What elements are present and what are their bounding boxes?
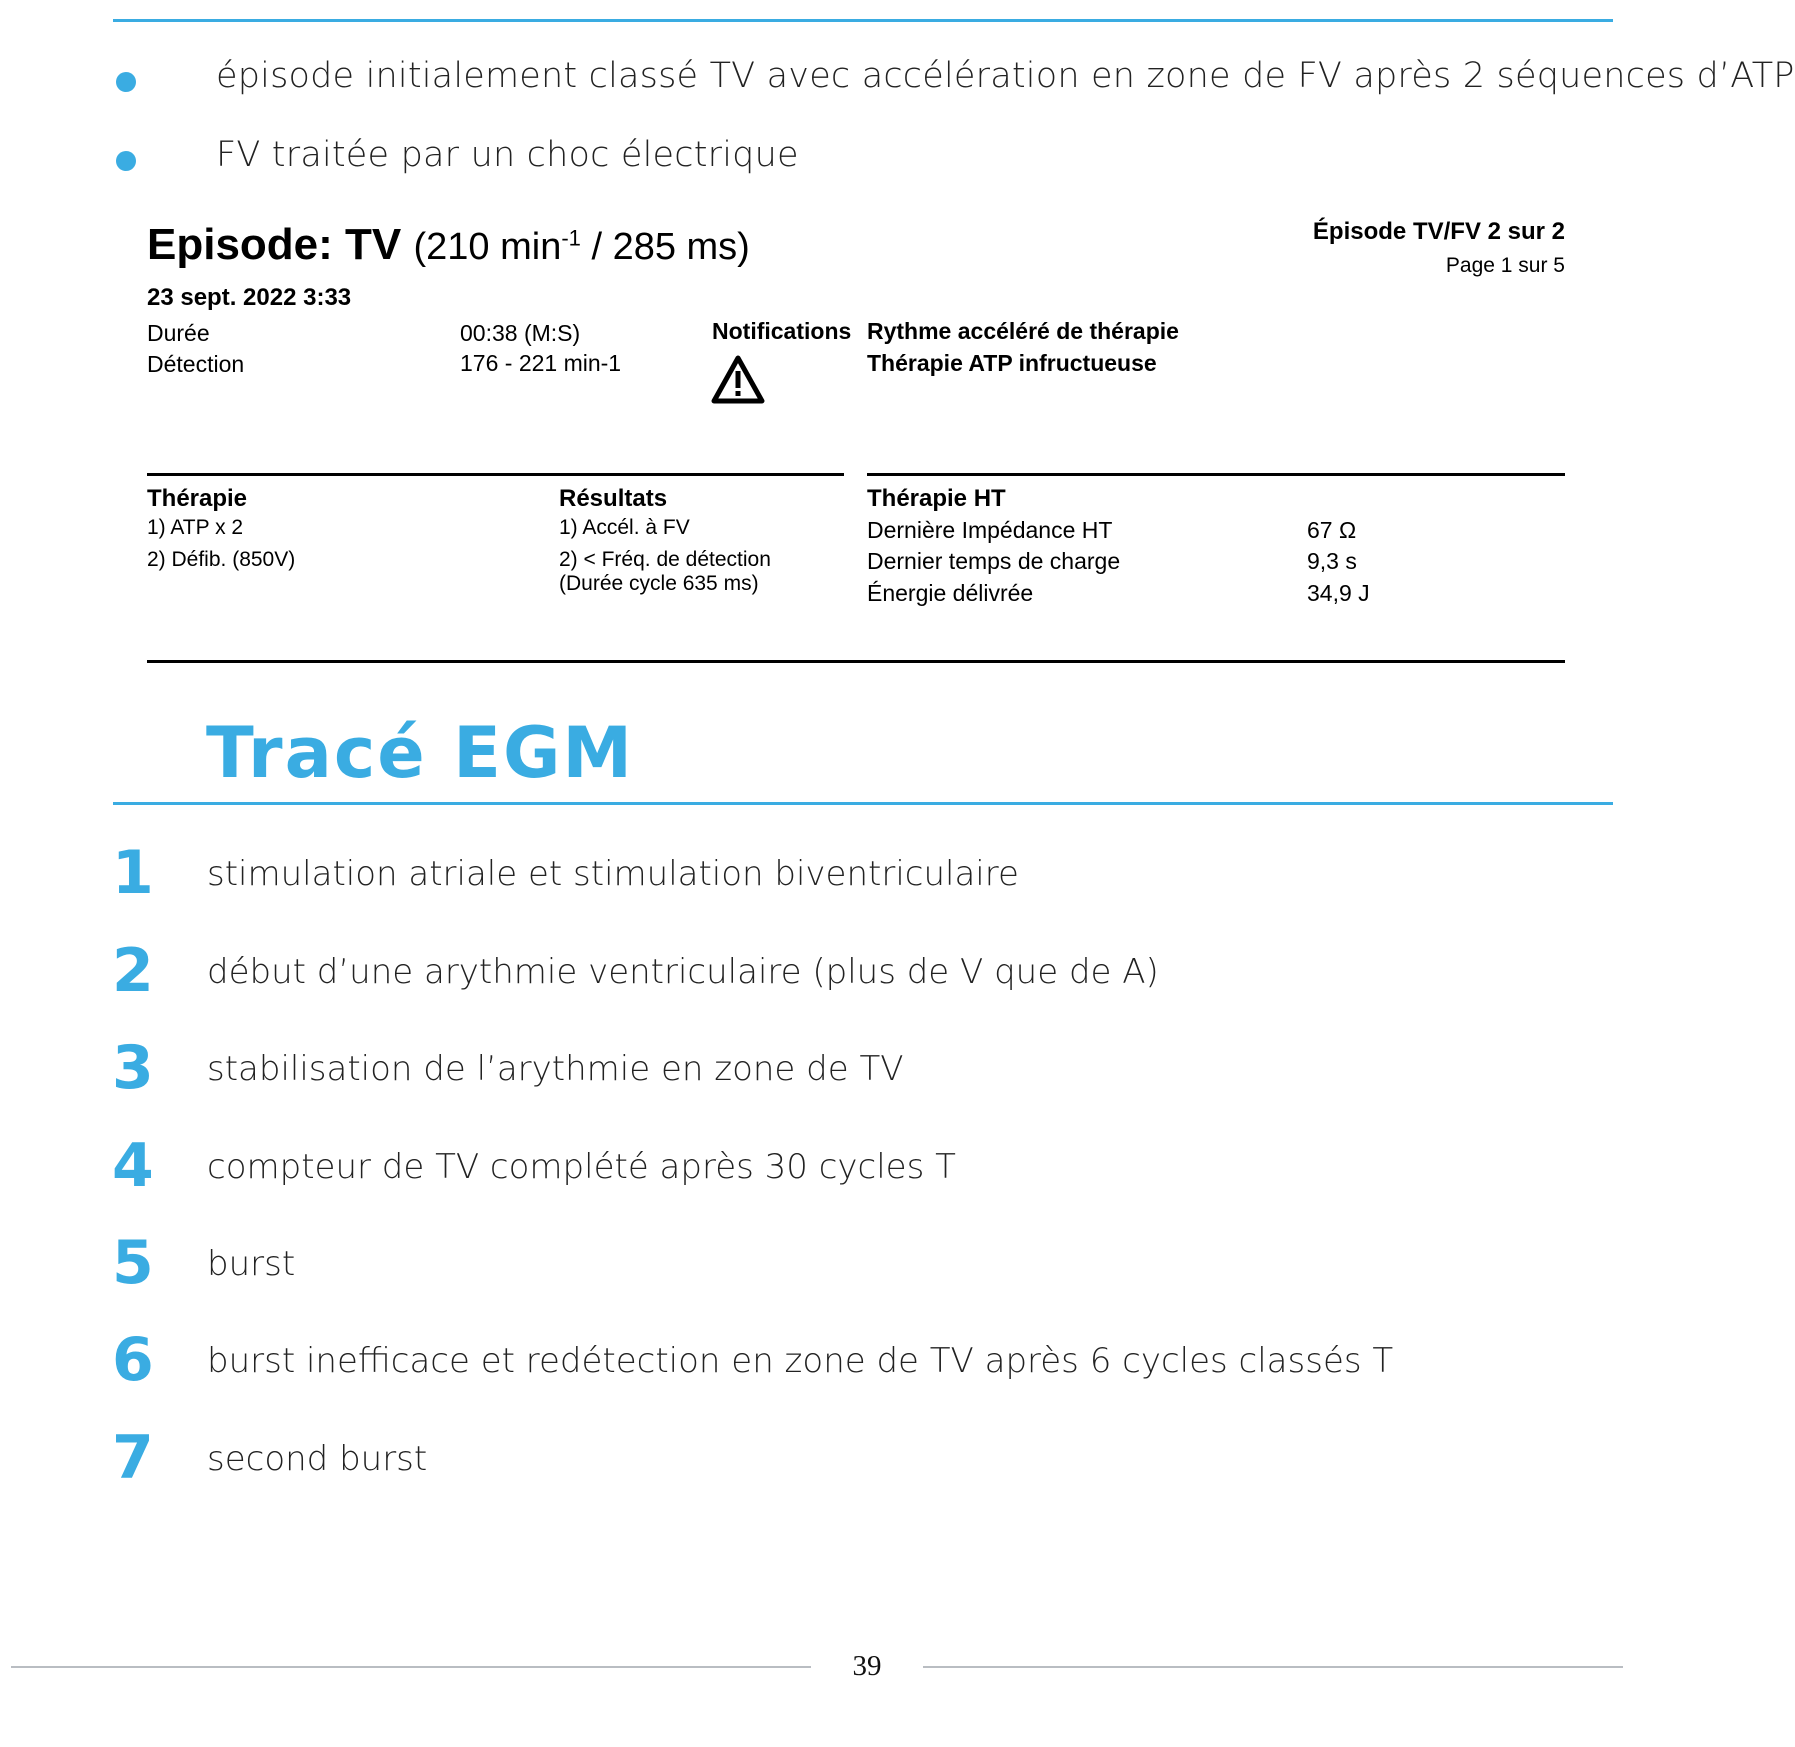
therapy-header: Thérapie	[147, 485, 248, 512]
episode-rate-part2: / 285 ms)	[580, 226, 750, 268]
step-number: 5	[112, 1228, 154, 1298]
step-number: 4	[112, 1131, 154, 1201]
ht-row-label: Dernière Impédance HT	[867, 517, 1113, 543]
episode-rate-sup: -1	[561, 225, 581, 251]
step-item	[112, 1131, 1592, 1211]
step-item	[112, 1325, 1592, 1405]
step-text: début d’une arythmie ventriculaire (plus de V que de A)	[207, 952, 1159, 992]
notifications-label: Notifications	[712, 318, 852, 344]
results-item: 2) < Fréq. de détection	[559, 548, 771, 571]
episode-page: Page 1 sur 5	[1445, 254, 1565, 277]
page-number: 39	[852, 1650, 882, 1682]
bullet-text: épisode initialement classé TV avec accélération en zone de FV après 2 séquences d’ATP	[216, 56, 1795, 96]
step-item	[112, 1228, 1592, 1308]
therapy-item: 1) ATP x 2	[147, 516, 244, 539]
ht-therapy-header: Thérapie HT	[867, 485, 1006, 512]
step-text: compteur de TV complété après 30 cycles T	[207, 1147, 956, 1187]
bullet-text: FV traitée par un choc électrique	[216, 135, 799, 175]
step-number: 7	[112, 1423, 154, 1493]
step-number: 3	[112, 1033, 154, 1103]
results-item: 1) Accél. à FV	[559, 516, 690, 539]
step-text: second burst	[207, 1439, 428, 1479]
footer-rule-right	[923, 1666, 1623, 1668]
episode-rate-part1: (210 min	[413, 226, 562, 268]
footer-rule-left	[11, 1666, 811, 1668]
step-item	[112, 838, 1592, 918]
report-bottom-rule	[147, 660, 1565, 663]
episode-rate	[413, 226, 749, 268]
step-number: 1	[112, 838, 154, 908]
episode-date: 23 sept. 2022 3:33	[147, 284, 352, 311]
warning-triangle-icon	[710, 354, 766, 406]
step-item	[112, 1033, 1592, 1113]
ht-row-label: Dernier temps de charge	[867, 548, 1121, 574]
step-text: burst	[207, 1244, 296, 1284]
notification-item: Thérapie ATP infructueuse	[867, 350, 1157, 376]
step-text: burst inefficace et redétection en zone de TV après 6 cycles classés T	[207, 1341, 1394, 1381]
section-title: Tracé EGM	[206, 712, 635, 794]
step-number: 2	[112, 936, 154, 1006]
ht-row-value: 67 Ω	[1307, 517, 1357, 543]
episode-title	[147, 220, 750, 270]
episode-report	[0, 0, 1625, 700]
section-rule	[113, 802, 1613, 805]
detection-value: 176 - 221 min-1	[460, 350, 622, 376]
step-text: stimulation atriale et stimulation biventriculaire	[207, 854, 1019, 894]
therapy-rule	[147, 473, 844, 476]
notification-item: Rythme accéléré de thérapie	[867, 318, 1179, 344]
step-number: 6	[112, 1325, 154, 1395]
ht-row-label: Énergie délivrée	[867, 580, 1034, 606]
results-header: Résultats	[559, 485, 668, 512]
results-item: (Durée cycle 635 ms)	[559, 572, 759, 595]
duration-label: Durée	[147, 320, 210, 346]
step-item	[112, 1423, 1592, 1503]
ht-therapy-rule	[867, 473, 1565, 476]
episode-count: Épisode TV/FV 2 sur 2	[1312, 218, 1565, 245]
duration-value: 00:38 (M:S)	[460, 320, 581, 346]
step-text: stabilisation de l’arythmie en zone de TV	[207, 1049, 904, 1089]
therapy-item: 2) Défib. (850V)	[147, 548, 296, 571]
ht-row-value: 9,3 s	[1307, 548, 1357, 574]
step-item	[112, 936, 1592, 1016]
ht-row-value: 34,9 J	[1307, 580, 1370, 606]
detection-label: Détection	[147, 351, 245, 377]
episode-title-prefix: Episode: TV	[147, 220, 402, 269]
